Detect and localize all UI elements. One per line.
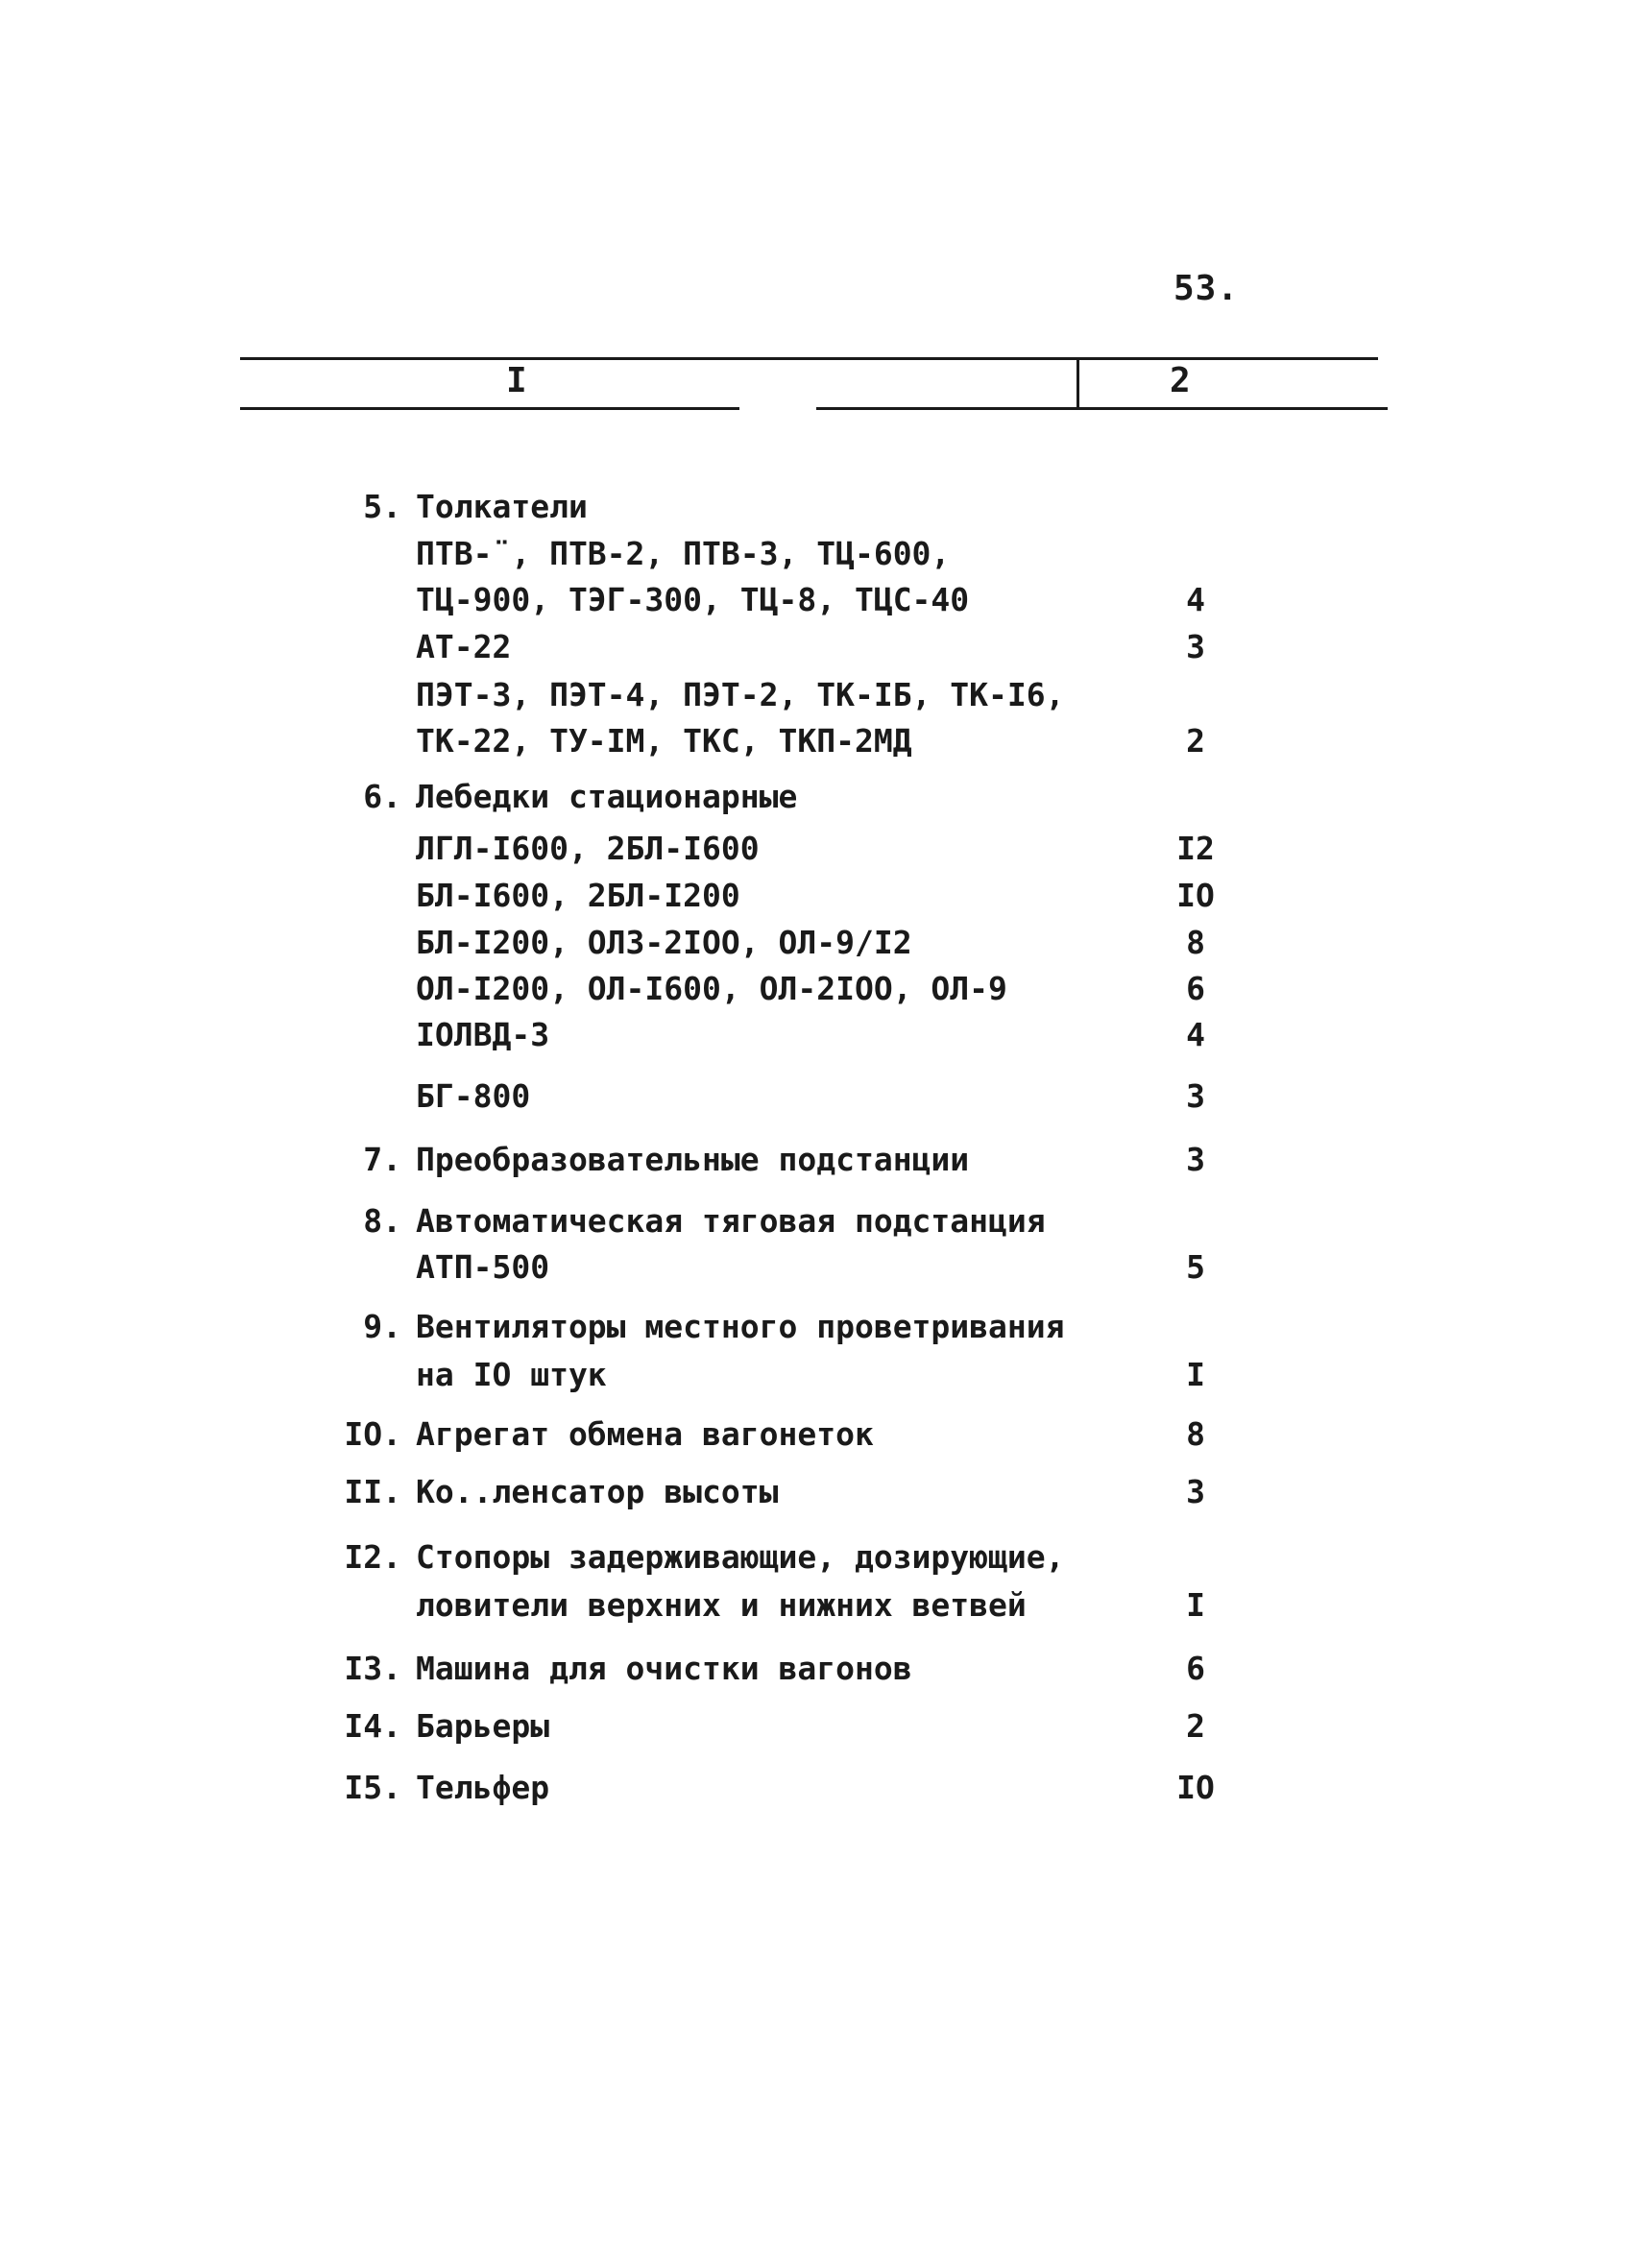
column-1-header: I <box>506 361 527 400</box>
item-text: Преобразовательные подстанции <box>416 1141 970 1178</box>
item-number: II. <box>344 1473 401 1510</box>
item-text: ЛГЛ-I600, 2БЛ-I600 <box>416 830 760 867</box>
item-number: 8. <box>363 1202 401 1240</box>
item-text: Автоматическая тяговая подстанция <box>416 1202 1046 1240</box>
item-text: Толкатели <box>416 488 588 525</box>
item-number: 7. <box>363 1141 401 1178</box>
header-bottom-rule-right <box>816 407 1388 410</box>
item-value: 2 <box>1186 722 1205 760</box>
item-value: 3 <box>1186 1141 1205 1178</box>
item-number: I4. <box>344 1707 401 1745</box>
item-text: Лебедки стационарные <box>416 778 798 815</box>
item-text: ТК-22, ТУ-IМ, ТКС, ТКП-2МД <box>416 722 912 760</box>
item-text: БЛ-I200, ОЛЗ-2IOO, ОЛ-9/I2 <box>416 924 912 961</box>
item-value: I2 <box>1176 830 1215 867</box>
item-value: 4 <box>1186 581 1205 618</box>
page-number: 53. <box>1173 269 1240 308</box>
item-text: АТ-22 <box>416 628 512 665</box>
item-text: ПЭТ-3, ПЭТ-4, ПЭТ-2, ТК-IБ, ТК-I6, <box>416 676 1065 713</box>
item-text: на IO штук <box>416 1356 607 1393</box>
item-value: 2 <box>1186 1707 1205 1745</box>
item-value: 5 <box>1186 1248 1205 1286</box>
item-value: I <box>1186 1586 1205 1624</box>
item-value: 4 <box>1186 1016 1205 1053</box>
item-text: Машина для очистки вагонов <box>416 1650 912 1687</box>
item-text: ТЦ-900, ТЭГ-300, ТЦ-8, ТЦС-40 <box>416 581 970 618</box>
column-2-header: 2 <box>1170 361 1191 400</box>
header-top-rule <box>240 357 1378 360</box>
item-number: 5. <box>363 488 401 525</box>
item-value: 3 <box>1186 628 1205 665</box>
item-text: БГ-800 <box>416 1077 531 1115</box>
item-number: 9. <box>363 1308 401 1345</box>
item-text: Агрегат обмена вагонеток <box>416 1415 874 1453</box>
item-number: I3. <box>344 1650 401 1687</box>
item-text: Тельфер <box>416 1769 550 1806</box>
item-text: ловители верхних и нижних ветвей <box>416 1586 1027 1624</box>
item-value: IO <box>1176 877 1215 914</box>
header-bottom-rule-left <box>240 407 739 410</box>
item-number: 6. <box>363 778 401 815</box>
item-value: 6 <box>1186 970 1205 1007</box>
item-text: БЛ-I600, 2БЛ-I200 <box>416 877 740 914</box>
item-value: IO <box>1176 1769 1215 1806</box>
item-text: Ко..ленсатор высоты <box>416 1473 779 1510</box>
item-value: 6 <box>1186 1650 1205 1687</box>
item-number: I5. <box>344 1769 401 1806</box>
item-value: 8 <box>1186 1415 1205 1453</box>
item-text: АТП-500 <box>416 1248 550 1286</box>
item-text: Стопоры задерживающие, дозирующие, <box>416 1538 1065 1576</box>
item-text: ОЛ-I200, ОЛ-I600, ОЛ-2IOO, ОЛ-9 <box>416 970 1007 1007</box>
header-column-divider <box>1077 359 1079 409</box>
item-text: Барьеры <box>416 1707 550 1745</box>
item-number: IO. <box>344 1415 401 1453</box>
item-text: IОЛВД-3 <box>416 1016 550 1053</box>
item-text: ПТВ-¨, ПТВ-2, ПТВ-3, ТЦ-600, <box>416 535 951 572</box>
item-value: 3 <box>1186 1077 1205 1115</box>
item-value: 8 <box>1186 924 1205 961</box>
item-value: I <box>1186 1356 1205 1393</box>
item-text: Вентиляторы местного проветривания <box>416 1308 1065 1345</box>
item-number: I2. <box>344 1538 401 1576</box>
item-value: 3 <box>1186 1473 1205 1510</box>
